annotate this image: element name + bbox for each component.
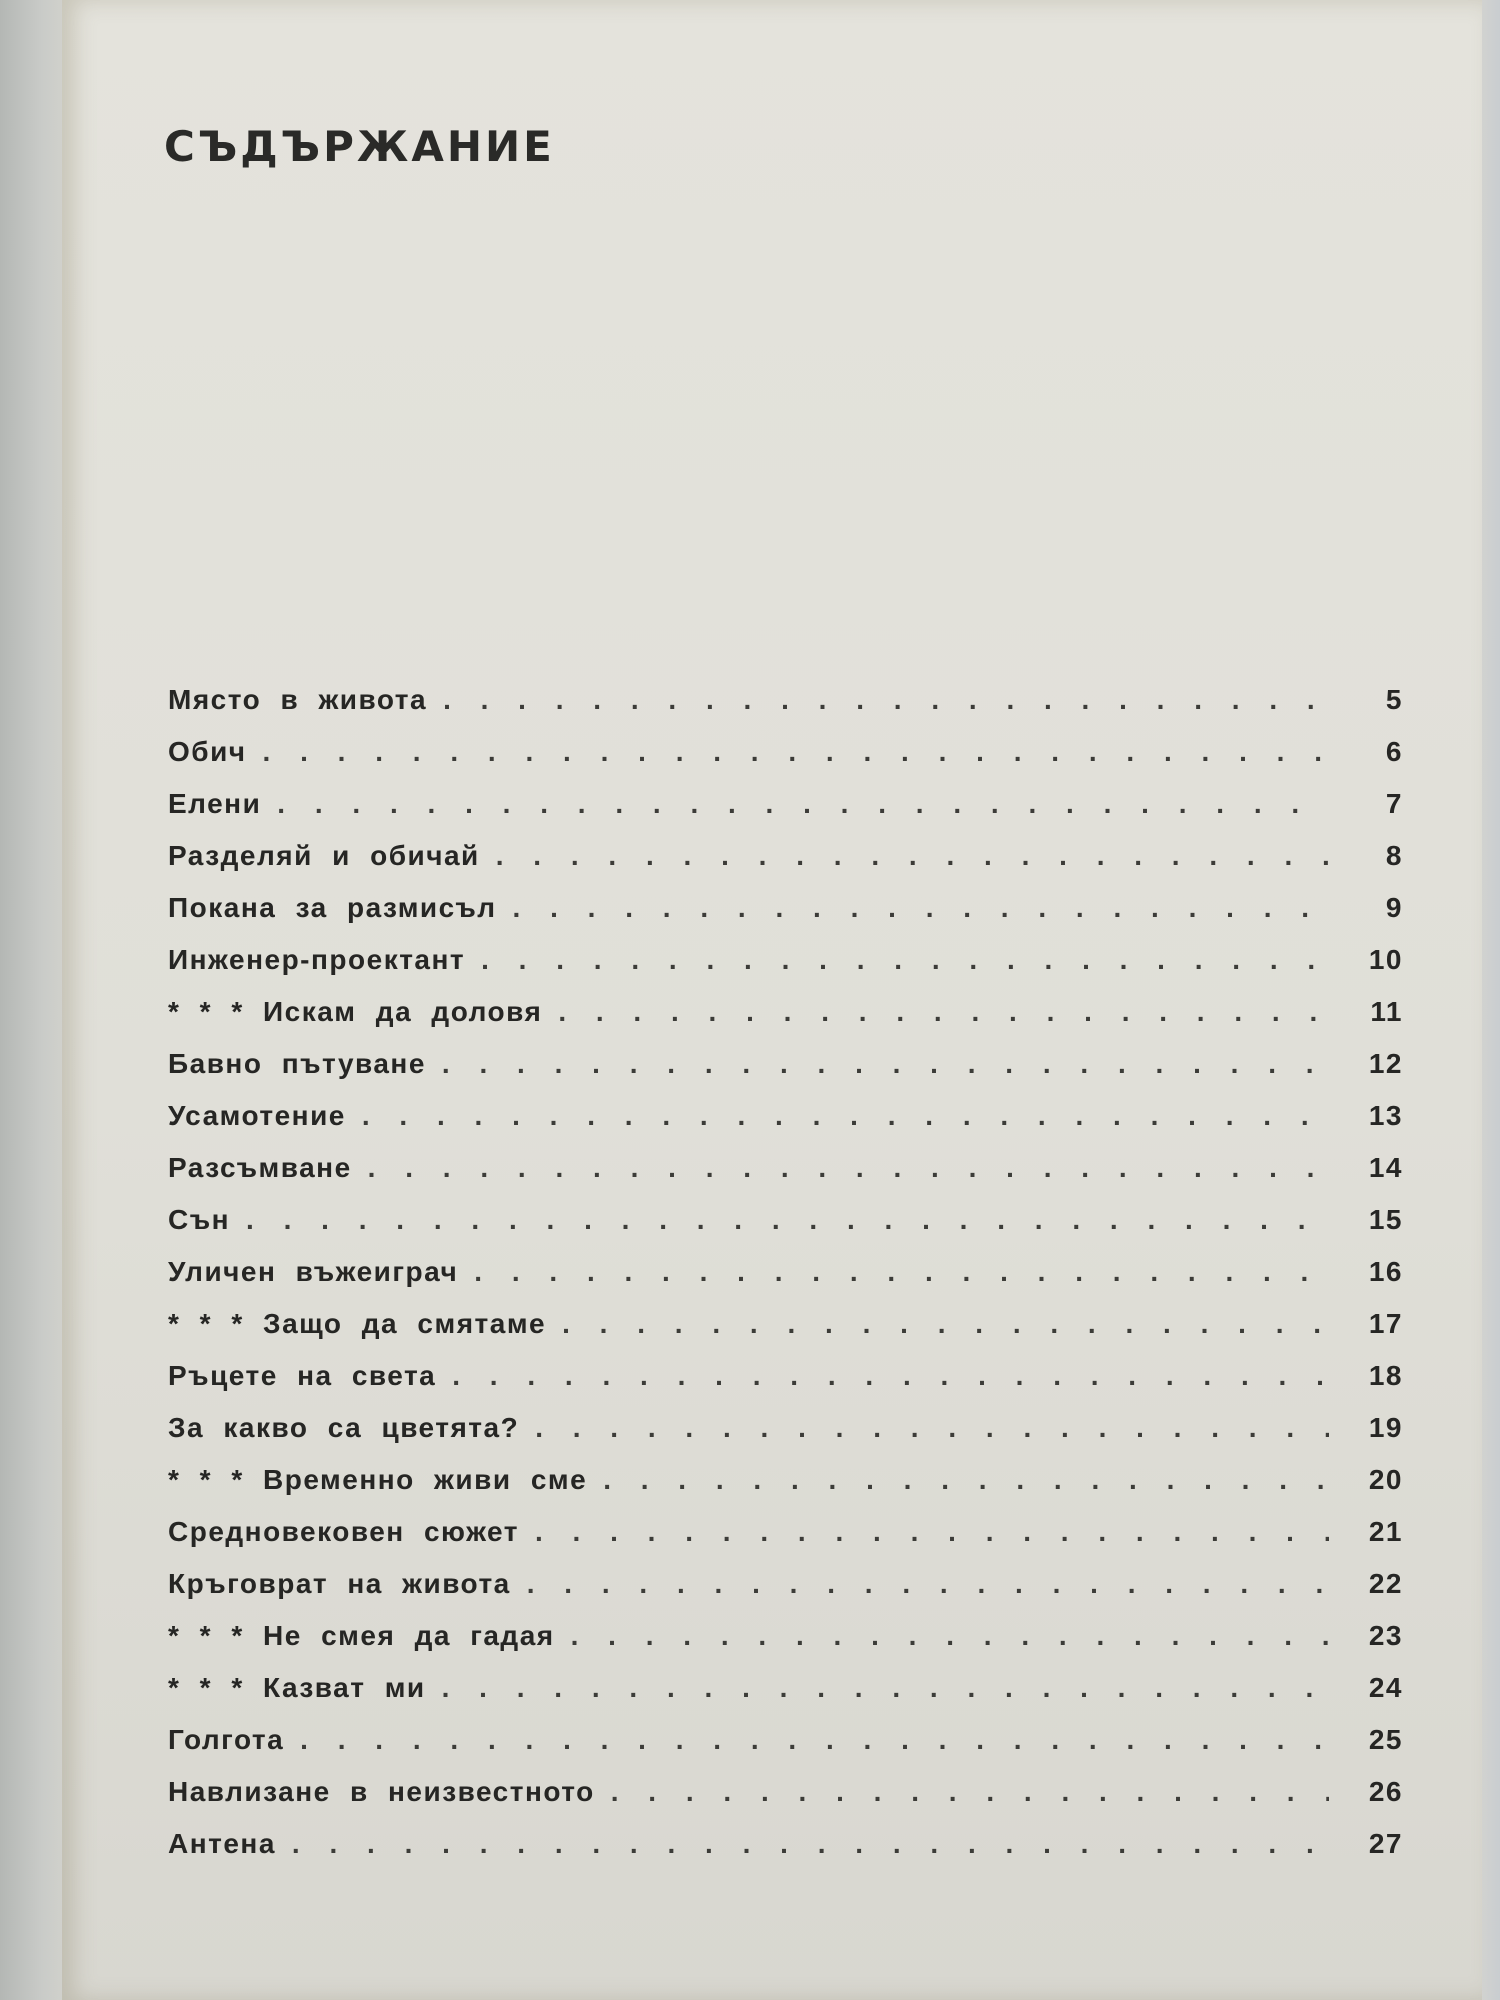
toc-entry xyxy=(168,1672,1403,1724)
dot-leader xyxy=(292,1828,1329,1860)
toc-entry xyxy=(168,1464,1403,1516)
toc-entry-page: 22 xyxy=(1368,1568,1403,1599)
toc-entry-title: Кръговрат на живота xyxy=(168,1568,511,1599)
dot-leader xyxy=(558,996,1329,1028)
toc-entry-title: Бавно пътуване xyxy=(168,1048,426,1079)
dot-leader xyxy=(442,1672,1329,1704)
toc-entry xyxy=(168,1620,1403,1672)
toc-entry xyxy=(168,840,1403,892)
toc-entry-page: 6 xyxy=(1385,736,1403,767)
toc-entry-page: 27 xyxy=(1368,1828,1403,1859)
toc-entry-page: 11 xyxy=(1370,996,1403,1027)
dot-leader xyxy=(535,1516,1329,1548)
toc-entry-title: Елени xyxy=(168,788,262,819)
toc-entry xyxy=(168,1100,1403,1152)
toc-entry-page: 25 xyxy=(1368,1724,1403,1755)
toc-entry xyxy=(168,1412,1403,1464)
toc-entry-title: Обич xyxy=(168,736,247,767)
toc-entry xyxy=(168,788,1403,840)
dot-leader xyxy=(527,1568,1329,1600)
toc-entry-page: 24 xyxy=(1368,1672,1403,1703)
toc-entry-title: Ръцете на света xyxy=(168,1360,437,1391)
dot-leader xyxy=(481,944,1329,976)
dot-leader xyxy=(571,1620,1329,1652)
dot-leader xyxy=(452,1360,1329,1392)
toc-entry xyxy=(168,1776,1403,1828)
toc-entry-title: Уличен въжеиграч xyxy=(168,1256,459,1287)
toc-entry xyxy=(168,892,1403,944)
toc-entry xyxy=(168,1568,1403,1620)
dot-leader xyxy=(263,736,1329,768)
toc-entry xyxy=(168,1724,1403,1776)
toc-entry-title: * * * Защо да смятаме xyxy=(168,1308,547,1339)
toc-entry-title: Средновековен сюжет xyxy=(168,1516,519,1547)
toc-entry-title: * * * Временно живи сме xyxy=(168,1464,588,1495)
toc-entry-title: Усамотение xyxy=(168,1100,346,1131)
toc-entry xyxy=(168,944,1403,996)
toc-entry xyxy=(168,996,1403,1048)
toc-entry xyxy=(168,1256,1403,1308)
dot-leader xyxy=(442,1048,1329,1080)
dot-leader xyxy=(300,1724,1329,1756)
toc-entry-page: 18 xyxy=(1368,1360,1403,1391)
dot-leader xyxy=(496,840,1329,872)
toc-entry-title: Голгота xyxy=(168,1724,285,1755)
toc-entry-page: 20 xyxy=(1368,1464,1403,1495)
toc-entry-page: 12 xyxy=(1368,1048,1403,1079)
dot-leader xyxy=(603,1464,1329,1496)
toc-entry xyxy=(168,1308,1403,1360)
toc-entry xyxy=(168,1828,1403,1880)
toc-entry-title: * * * Не смея да гадая xyxy=(168,1620,555,1651)
toc-entry-page: 19 xyxy=(1368,1412,1403,1443)
dot-leader xyxy=(277,788,1329,820)
toc-entry-title: * * * Искам да доловя xyxy=(168,996,543,1027)
toc-entry-page: 26 xyxy=(1368,1776,1403,1807)
dot-leader xyxy=(443,684,1329,716)
toc-entry-page: 7 xyxy=(1385,788,1403,819)
toc-entry-title: Навлизане в неизвестното xyxy=(168,1776,595,1807)
toc-entry-title: Сън xyxy=(168,1204,231,1235)
toc-entry xyxy=(168,1360,1403,1412)
dot-leader xyxy=(611,1776,1329,1808)
dot-leader xyxy=(362,1100,1329,1132)
table-of-contents xyxy=(168,684,1403,1880)
toc-entry-page: 14 xyxy=(1368,1152,1403,1183)
dot-leader xyxy=(513,892,1329,924)
toc-entry-title: Разделяй и обичай xyxy=(168,840,480,871)
dot-leader xyxy=(474,1256,1329,1288)
toc-entry xyxy=(168,1152,1403,1204)
toc-entry xyxy=(168,684,1403,736)
toc-entry-page: 21 xyxy=(1368,1516,1403,1547)
toc-entry-title: Антена xyxy=(168,1828,276,1859)
toc-entry-title: Разсъмване xyxy=(168,1152,352,1183)
toc-entry-page: 17 xyxy=(1368,1308,1403,1339)
dot-leader xyxy=(562,1308,1329,1340)
toc-entry xyxy=(168,1516,1403,1568)
dot-leader xyxy=(246,1204,1329,1236)
toc-entry-page: 15 xyxy=(1368,1204,1403,1235)
dot-leader xyxy=(368,1152,1329,1184)
toc-entry-page: 13 xyxy=(1368,1100,1403,1131)
dot-leader xyxy=(535,1412,1329,1444)
toc-entry-title: * * * Казват ми xyxy=(168,1672,426,1703)
toc-entry xyxy=(168,1204,1403,1256)
toc-entry-page: 10 xyxy=(1368,944,1403,975)
toc-entry-title: За какво са цветята? xyxy=(168,1412,520,1443)
toc-entry-page: 8 xyxy=(1385,840,1403,871)
toc-entry-title: Инженер-проектант xyxy=(168,944,466,975)
toc-entry-title: Място в живота xyxy=(168,684,428,715)
book-page xyxy=(62,0,1482,2000)
toc-entry-page: 5 xyxy=(1385,684,1403,715)
page-title: СЪДЪРЖАНИЕ xyxy=(164,122,555,171)
toc-entry-page: 9 xyxy=(1385,892,1403,923)
toc-entry-page: 16 xyxy=(1368,1256,1403,1287)
toc-entry xyxy=(168,1048,1403,1100)
toc-entry-page: 23 xyxy=(1368,1620,1403,1651)
book-spine-shadow xyxy=(0,0,70,2000)
toc-entry-title: Покана за размисъл xyxy=(168,892,497,923)
toc-entry xyxy=(168,736,1403,788)
